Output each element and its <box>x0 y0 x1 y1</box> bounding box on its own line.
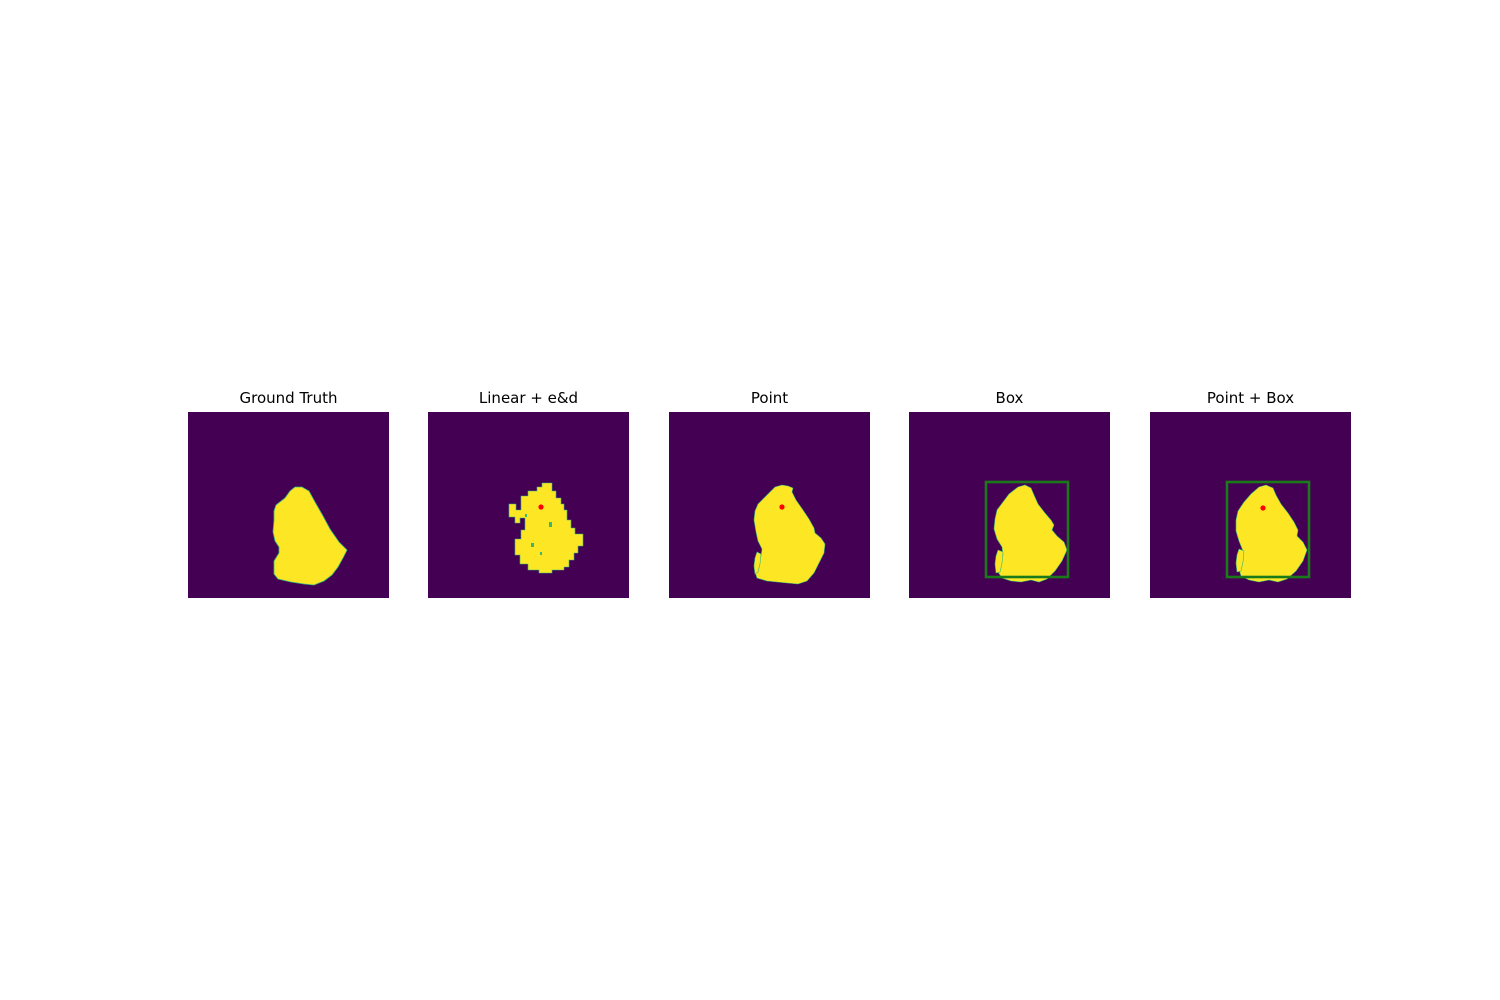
point-box-prediction-image <box>1150 412 1351 598</box>
point-prompt-marker <box>538 504 543 509</box>
panel-title: Point <box>750 389 789 407</box>
point-prompt-marker <box>779 504 784 509</box>
mask-hole <box>531 543 534 547</box>
point-prompt-marker <box>1260 505 1265 510</box>
linear-ed-prediction-image <box>428 412 629 598</box>
mask-hole <box>549 522 552 527</box>
panel-title: Point + Box <box>1206 389 1295 407</box>
mask-hole <box>525 514 527 517</box>
ground-truth-mask-image <box>188 412 389 598</box>
point-prediction-image <box>669 412 870 598</box>
panel-title: Ground Truth <box>239 389 338 407</box>
panel-title: Linear + e&d <box>478 389 579 407</box>
box-prediction-image <box>909 412 1110 598</box>
panel-title: Box <box>995 389 1024 407</box>
mask-hole <box>540 552 542 555</box>
